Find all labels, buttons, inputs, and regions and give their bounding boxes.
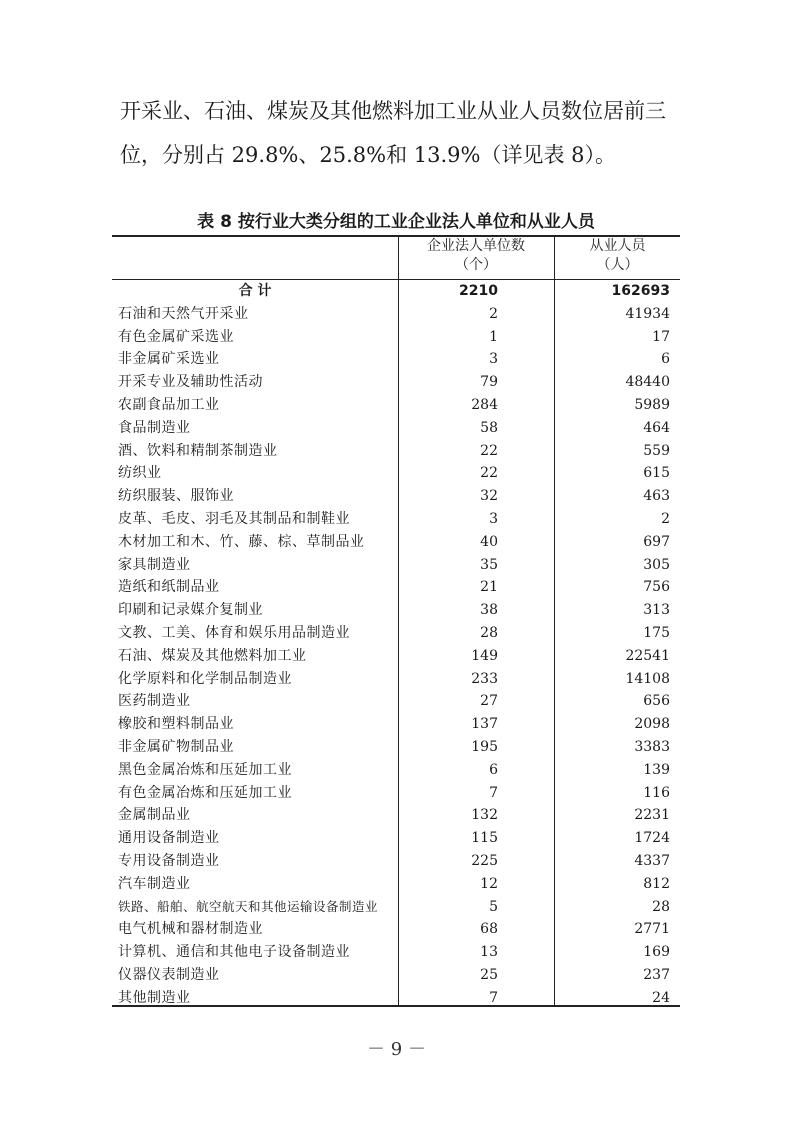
total-units: 2210	[459, 283, 498, 299]
unit-count: 7	[489, 784, 498, 801]
table-row	[112, 782, 680, 805]
employee-count: 313	[643, 602, 670, 619]
industry-name: 有色金属冶炼和压延加工业	[118, 784, 292, 801]
employee-count: 656	[643, 693, 670, 710]
unit-count: 132	[471, 807, 498, 824]
unit-count: 2	[489, 305, 498, 322]
unit-count: 115	[471, 830, 498, 847]
table-row	[112, 827, 680, 850]
table-row	[112, 303, 680, 326]
table-row	[112, 440, 680, 463]
employee-count: 48440	[625, 374, 670, 391]
table-row	[112, 554, 680, 577]
industry-name: 纺织服装、服饰业	[118, 488, 234, 505]
paragraph-line-2: 位，分别占 29.8%、25.8%和 13.9%（详见表 8）。	[120, 143, 617, 167]
industry-name: 酒、饮料和精制茶制造业	[118, 442, 278, 459]
table-row	[112, 850, 680, 873]
employee-count: 41934	[625, 305, 670, 322]
table-row	[112, 896, 680, 919]
table-row	[112, 690, 680, 713]
industry-name: 化学原料和化学制品制造业	[118, 670, 292, 687]
total-employees: 162693	[611, 283, 670, 299]
table-row	[112, 599, 680, 622]
table-row	[112, 918, 680, 941]
industry-name: 文教、工美、体育和娱乐用品制造业	[118, 625, 350, 641]
table-row	[112, 645, 680, 668]
employee-count: 756	[643, 579, 670, 596]
industry-name: 木材加工和木、竹、藤、棕、草制品业	[118, 533, 365, 550]
unit-count: 58	[480, 419, 498, 436]
unit-count: 32	[480, 488, 498, 505]
employee-count: 463	[643, 488, 670, 505]
unit-count: 22	[480, 442, 498, 459]
unit-count: 225	[471, 853, 498, 869]
unit-count: 35	[480, 556, 498, 573]
table-row	[112, 326, 680, 349]
table-row	[112, 873, 680, 896]
unit-count: 1	[489, 328, 498, 345]
table-row	[112, 668, 680, 691]
industry-name: 印刷和记录媒介复制业	[118, 602, 263, 619]
employee-count: 2	[661, 511, 670, 527]
industry-name: 仪器仪表制造业	[118, 967, 220, 983]
unit-count: 149	[471, 647, 498, 664]
table-row-total	[112, 280, 680, 303]
table-row	[112, 941, 680, 964]
employee-count: 305	[643, 556, 670, 573]
table-row	[112, 417, 680, 440]
paragraph-line-1: 开采业、石油、煤炭及其他燃料加工业从业人员数位居前三	[120, 99, 666, 123]
table-row	[112, 964, 680, 987]
industry-name: 造纸和纸制品业	[118, 579, 220, 596]
employee-count: 28	[652, 898, 670, 915]
industry-name: 有色金属矿采选业	[118, 328, 234, 345]
industry-name: 医药制造业	[118, 693, 191, 710]
header-employees-label: 从业人员	[589, 238, 646, 254]
industry-name: 食品制造业	[118, 419, 191, 436]
employee-count: 3383	[634, 739, 670, 755]
total-label: 合 计	[238, 283, 272, 299]
employee-count: 697	[643, 533, 670, 550]
table-row	[112, 622, 680, 645]
unit-count: 22	[480, 465, 498, 482]
unit-count: 12	[480, 875, 498, 892]
header-units-unit: （个）	[455, 257, 497, 273]
header-employees	[555, 237, 680, 275]
unit-count: 38	[480, 602, 498, 619]
unit-count: 284	[471, 397, 498, 413]
industry-name: 其他制造业	[118, 989, 191, 1006]
industry-name: 农副食品加工业	[118, 397, 220, 413]
employee-count: 14108	[625, 670, 670, 687]
employee-count: 2771	[634, 921, 670, 938]
table-row	[112, 759, 680, 782]
employee-count: 615	[643, 465, 670, 482]
industry-name: 石油、煤炭及其他燃料加工业	[118, 647, 307, 664]
unit-count: 28	[480, 625, 498, 641]
header-employees-unit: （人）	[596, 257, 639, 273]
table-row	[112, 485, 680, 508]
industry-name: 通用设备制造业	[118, 830, 220, 847]
employee-count: 169	[643, 944, 670, 961]
industry-name: 非金属矿采选业	[118, 351, 220, 368]
unit-count: 7	[489, 989, 498, 1006]
industry-name: 汽车制造业	[118, 875, 191, 892]
table-row	[112, 736, 680, 759]
industry-name: 家具制造业	[118, 556, 191, 573]
table-row	[112, 987, 680, 1010]
industry-name: 计算机、通信和其他电子设备制造业	[118, 944, 350, 961]
employee-count: 24	[652, 989, 670, 1006]
unit-count: 3	[489, 511, 498, 527]
unit-count: 233	[471, 670, 498, 687]
table-row	[112, 576, 680, 599]
employee-count: 464	[643, 419, 670, 436]
page-number: － 9 －	[367, 1039, 426, 1060]
employee-count: 175	[643, 625, 670, 641]
industry-name: 石油和天然气开采业	[118, 305, 249, 322]
industry-name: 皮革、毛皮、羽毛及其制品和制鞋业	[118, 511, 350, 527]
table-row	[112, 713, 680, 736]
unit-count: 137	[471, 716, 498, 733]
unit-count: 40	[480, 533, 498, 550]
unit-count: 13	[480, 944, 498, 961]
employee-count: 812	[643, 875, 670, 892]
unit-count: 5	[489, 898, 498, 915]
unit-count: 68	[480, 921, 498, 938]
header-units	[398, 237, 554, 275]
employee-count: 559	[643, 442, 670, 459]
industry-name: 橡胶和塑料制品业	[118, 716, 234, 733]
table-row	[112, 394, 680, 417]
unit-count: 27	[480, 693, 498, 710]
unit-count: 79	[480, 374, 498, 391]
industry-name: 电气机械和器材制造业	[118, 921, 263, 938]
table-row	[112, 804, 680, 827]
employee-count: 116	[643, 784, 670, 801]
industry-name: 纺织业	[118, 465, 162, 482]
table-title: 表 8 按行业大类分组的工业企业法人单位和从业人员	[197, 212, 595, 232]
table-row	[112, 348, 680, 371]
employee-count: 5989	[634, 397, 670, 413]
employee-count: 6	[661, 351, 670, 368]
employee-count: 17	[652, 328, 670, 345]
industry-name: 开采专业及辅助性活动	[118, 374, 263, 391]
table-row	[112, 462, 680, 485]
industry-name: 非金属矿物制品业	[118, 739, 234, 755]
header-units-label: 企业法人单位数	[427, 238, 525, 254]
employee-count: 22541	[625, 647, 670, 664]
unit-count: 195	[471, 739, 498, 755]
unit-count: 6	[489, 761, 498, 778]
employee-count: 2231	[634, 807, 670, 824]
industry-name: 黑色金属冶炼和压延加工业	[118, 761, 292, 778]
industry-name: 铁路、船舶、航空航天和其他运输设备制造业	[118, 898, 379, 914]
industry-name: 专用设备制造业	[118, 853, 220, 869]
employee-count: 237	[643, 967, 670, 983]
industry-name: 金属制品业	[118, 807, 191, 824]
table-row	[112, 371, 680, 394]
unit-count: 25	[480, 967, 498, 983]
table-row	[112, 531, 680, 554]
employee-count: 4337	[634, 853, 670, 869]
table-row	[112, 508, 680, 531]
unit-count: 21	[480, 579, 498, 596]
unit-count: 3	[489, 351, 498, 368]
employee-count: 139	[643, 761, 670, 778]
employee-count: 1724	[634, 830, 670, 847]
employee-count: 2098	[634, 716, 670, 733]
